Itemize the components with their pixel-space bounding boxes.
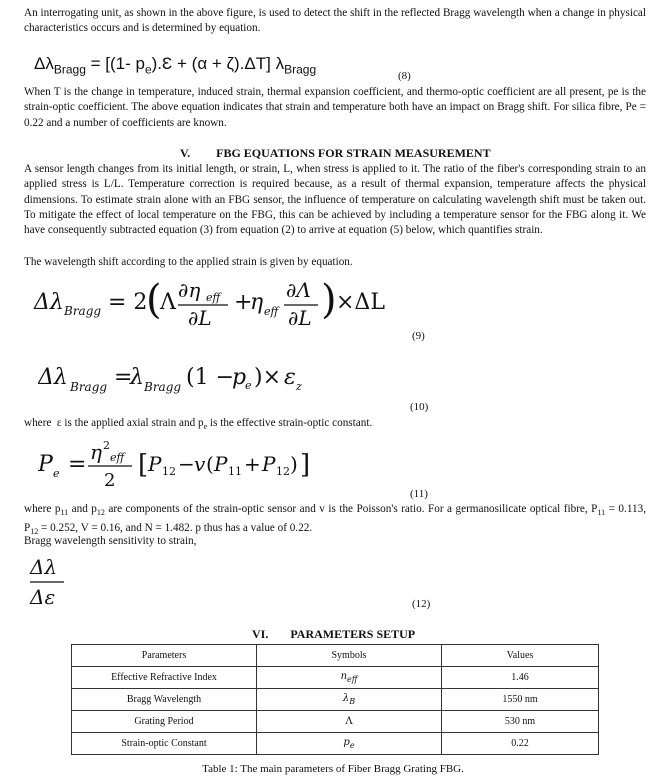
svg-text:v: v	[194, 452, 206, 476]
table-cell: Bragg Wavelength	[72, 689, 257, 711]
svg-text:Λ: Λ	[160, 290, 176, 315]
table-header-cell: Values	[442, 645, 599, 667]
svg-text:(: (	[206, 452, 214, 476]
svg-text:e: e	[245, 379, 252, 392]
svg-text:∂η: ∂η	[178, 278, 201, 302]
intro-paragraph: An interrogating unit, as shown in the above figure, is used to detect the shift in the reflected Bragg wavelength when a change in physical characteristics occurs and is determined by equation.	[24, 7, 646, 35]
svg-text:Δλ: Δλ	[38, 365, 68, 390]
equation-11-number: (11)	[410, 488, 428, 500]
svg-text:η: η	[250, 290, 264, 315]
svg-text:Δλ: Δλ	[34, 290, 64, 315]
svg-text:Bragg: Bragg	[64, 304, 102, 318]
section-5-number: V.	[180, 146, 191, 160]
table-cell-symbol: $n_{eff}$	[257, 667, 442, 689]
section-6-title: PARAMETERS SETUP	[290, 627, 416, 641]
svg-text:Δλ: Δλ	[30, 555, 58, 579]
table-cell: 530 nm	[442, 711, 599, 733]
svg-text:2: 2	[104, 470, 116, 491]
svg-text:= 2: = 2	[108, 290, 148, 315]
svg-text:P: P	[262, 452, 276, 476]
svg-text:2: 2	[103, 439, 110, 452]
svg-text:=: =	[68, 452, 87, 477]
table-row	[72, 711, 599, 733]
svg-text:λ: λ	[130, 365, 144, 390]
svg-text:Bragg: Bragg	[144, 380, 182, 394]
table-cell-symbol: $p_e$	[257, 733, 442, 755]
where-p11-paragraph: where $p_{11}$ and $p_{12}$ are components of the strain-optic sensor and v is the Poisson's ratio. For a germanosilicate optical fibre, $P_{11} = 0.113$, $P_{12} = 0.252$, V = 0.16, and N = 1.482. p thus has a value of 0.22.	[24, 503, 646, 536]
svg-text:P: P	[214, 452, 228, 476]
after-eq8-paragraph: When T is the change in temperature, induced strain, thermal expansion coefficient, and thermo-optic coefficient are all present, pe is the strain-optic coefficient. The above equation indicates that strain and temperature both have an impact on Bragg shift. For silica fibre, Pe = 0.22 and a number of coefficients are known.	[24, 86, 646, 129]
svg-text:Bragg: Bragg	[70, 380, 108, 394]
table-cell-symbol: Λ	[257, 711, 442, 733]
table-cell: 1550 nm	[442, 689, 599, 711]
equation-12-number: (12)	[412, 598, 431, 610]
equation-9-number: (9)	[412, 330, 425, 342]
equation-8: $\Delta\lambda_{Bragg} = [(1-$ $p_e).Ɛ + (\alpha + \zeta).\Delta T$] $\lambda_{Bragg}$	[34, 54, 317, 77]
svg-text:×ΔL: ×ΔL	[336, 290, 385, 315]
table-cell-symbol: $\lambda_B$	[257, 689, 442, 711]
table-cell: 0.22	[442, 733, 599, 755]
equation-8-number: (8)	[398, 70, 411, 82]
svg-text:eff: eff	[110, 451, 125, 464]
svg-text:12: 12	[162, 465, 176, 478]
svg-text:−: −	[178, 452, 195, 476]
equation-12	[28, 552, 88, 612]
equation-9	[28, 275, 388, 335]
svg-text:e: e	[53, 467, 60, 480]
svg-text:Δε: Δε	[30, 585, 56, 609]
svg-text:P: P	[148, 452, 162, 476]
svg-text:): )	[290, 452, 298, 476]
section-6-number: VI.	[252, 627, 269, 641]
table-cell: Effective Refractive Index	[72, 667, 257, 689]
table-header-cell: Symbols	[257, 645, 442, 667]
svg-text:(1 −: (1 −	[186, 365, 235, 390]
svg-text:+: +	[244, 452, 261, 476]
svg-text:p: p	[232, 365, 247, 390]
sensitivity-paragraph: Bragg wavelength sensitivity to strain,	[24, 535, 197, 547]
svg-text:): )	[321, 277, 337, 323]
equation-11	[38, 437, 348, 492]
table-row	[72, 667, 599, 689]
svg-text:∂Λ: ∂Λ	[286, 278, 311, 302]
section-5-title: FBG EQUATIONS FOR STRAIN MEASUREMENT	[216, 146, 491, 160]
table-header-row	[72, 645, 599, 667]
wavelength-shift-paragraph: The wavelength shift according to the applied strain is given by equation.	[24, 256, 353, 268]
where-epsilon-paragraph: where ε is the applied axial strain and $p_e$ is the effective strain-optic constant.	[24, 417, 373, 432]
svg-text:∂L: ∂L	[188, 306, 212, 330]
parameters-table	[71, 644, 599, 755]
svg-text:ε: ε	[284, 365, 296, 390]
svg-text:z: z	[296, 380, 302, 393]
svg-text:]: ]	[300, 450, 311, 480]
table-row	[72, 733, 599, 755]
equation-10-number: (10)	[410, 401, 429, 413]
table-cell: Grating Period	[72, 711, 257, 733]
table-cell: 1.46	[442, 667, 599, 689]
svg-text:11: 11	[228, 465, 242, 478]
equation-10	[38, 360, 318, 400]
svg-text:∂L: ∂L	[288, 306, 312, 330]
svg-text:12: 12	[276, 465, 290, 478]
table-header-cell: Parameters	[72, 645, 257, 667]
section-5-heading	[180, 146, 491, 161]
svg-text:[: [	[138, 450, 149, 480]
svg-text:+: +	[234, 290, 253, 315]
svg-text:=: =	[114, 365, 133, 390]
table-row	[72, 689, 599, 711]
section-6-heading	[252, 627, 415, 642]
table-caption: Table 1: The main parameters of Fiber Bragg Grating FBG.	[202, 763, 464, 775]
svg-text:(: (	[146, 277, 162, 323]
svg-text:)×: )×	[254, 365, 282, 390]
svg-text:η: η	[90, 440, 102, 464]
svg-text:eff: eff	[264, 305, 279, 318]
svg-text:eff: eff	[206, 291, 221, 304]
section-5-paragraph: A sensor length changes from its initial length, or strain, L, when stress is applied to it. The ratio of the fiber's corresponding strain to an applied stress is L/L. Temperature correction is required because, as a result of thermal expansion, temperature affects the physical dimensions. To estimate strain alone with an FBG sensor, the influence of temperature on calculating wavelength shift must be taken out. To mitigate the effect of local temperature on the FBG, this can be achieved by including a temperature sensor for the FBG along it. We have consequently subtracted equation (3) from equation (2) to arrive at equation (5) below, which quantifies strain.	[24, 163, 646, 237]
svg-text:P: P	[38, 452, 53, 477]
table-cell: Strain-optic Constant	[72, 733, 257, 755]
